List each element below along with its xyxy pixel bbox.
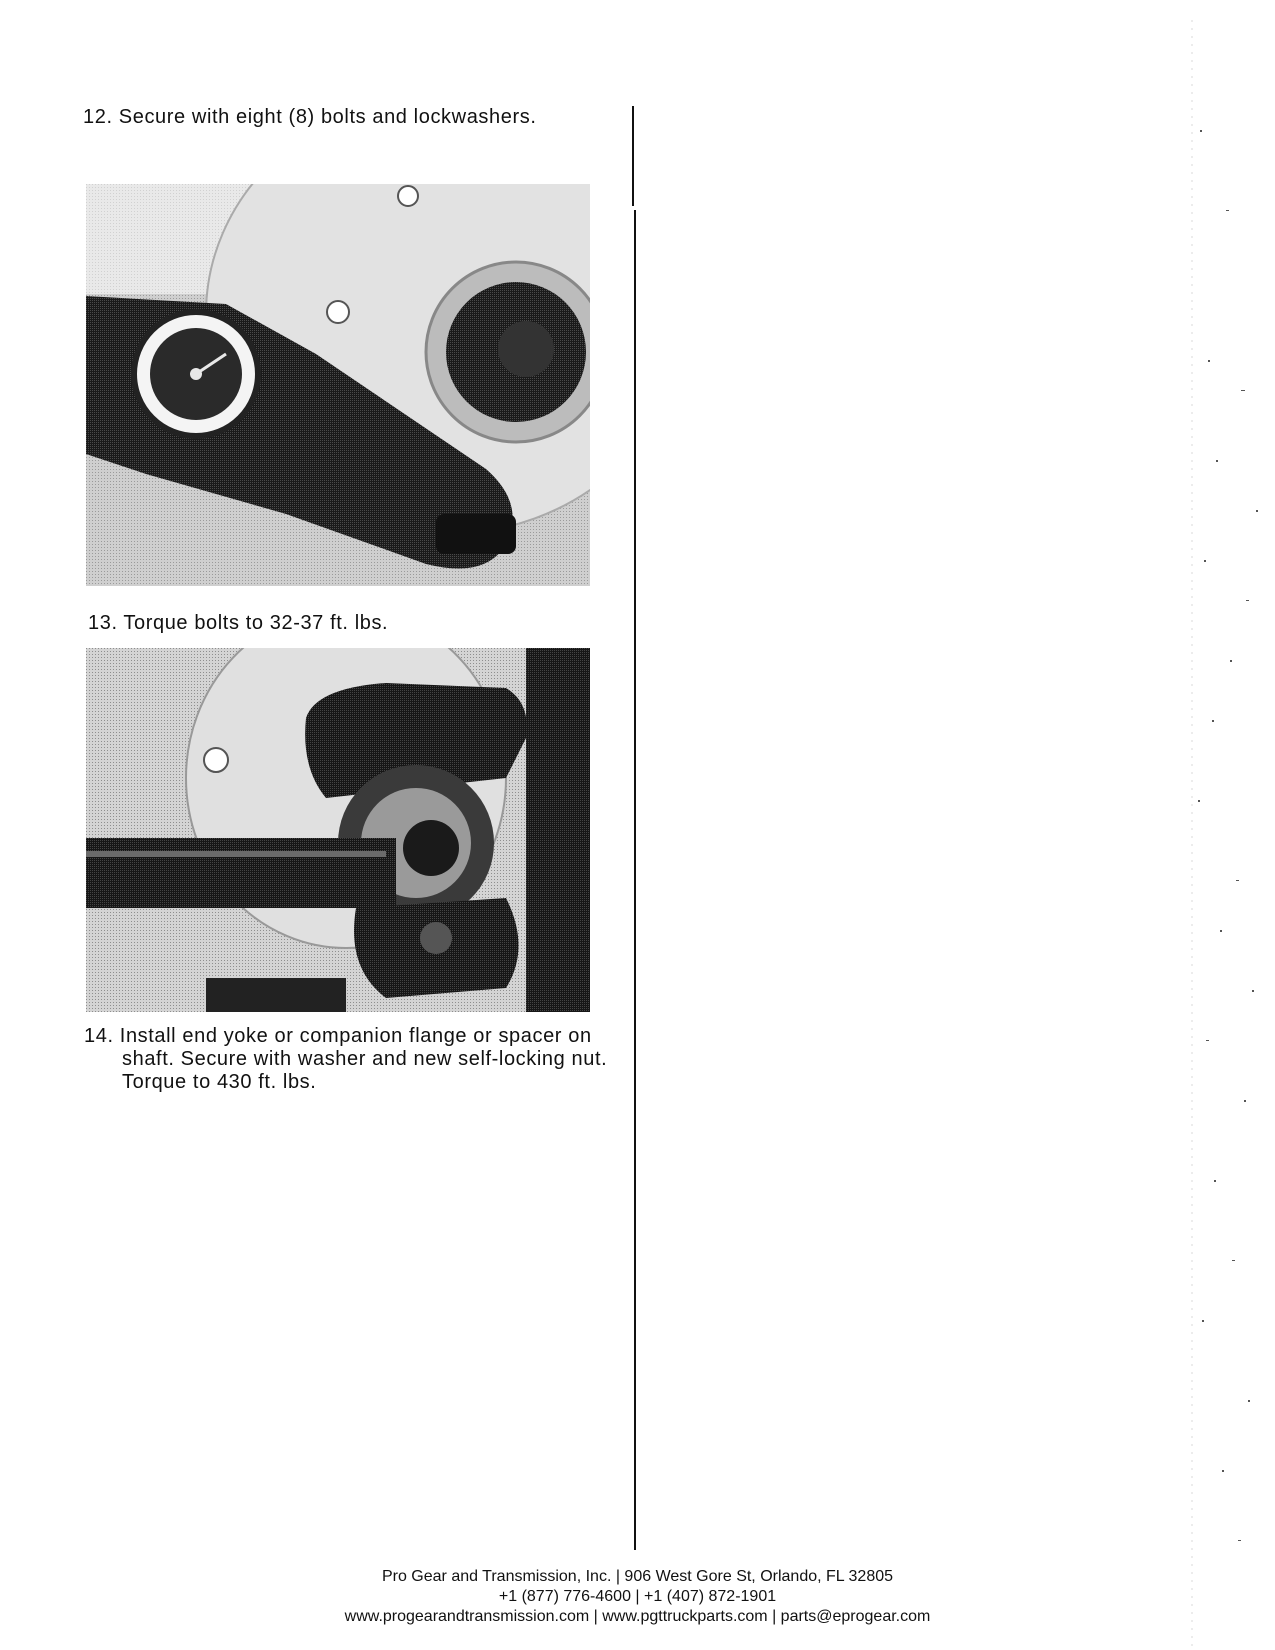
torque-wrench-illustration: [86, 184, 590, 586]
flange-torque-photo: [86, 648, 590, 1012]
step-14-instruction: [84, 1025, 622, 1094]
footer-phone-numbers: +1 (877) 776-4600 | +1 (407) 872-1901: [498, 1588, 777, 1605]
step-number: 12.: [83, 106, 113, 128]
footer-web-links: www.progearandtransmission.com | www.pgttruckparts.com | parts@eprogear.com: [344, 1608, 931, 1625]
step-12-instruction: [83, 106, 536, 129]
torque-wrench-photo: [86, 184, 590, 586]
scan-edge-noise: [1186, 0, 1275, 1650]
step-13-instruction: [88, 612, 388, 635]
flange-illustration: [86, 648, 590, 1012]
step-text: Torque bolts to 32-37 ft. lbs.: [123, 612, 389, 634]
footer-company-address: Pro Gear and Transmission, Inc. | 906 West Gore St, Orlando, FL 32805: [381, 1568, 894, 1585]
column-divider: [634, 210, 636, 1550]
step-text: Secure with eight (8) bolts and lockwashers.: [118, 106, 537, 128]
step-number: 14.: [84, 1025, 114, 1047]
column-divider-top: [632, 106, 634, 206]
step-text: Install end yoke or companion flange or spacer on shaft. Secure with washer and new self-locking nut. Torque to 430 ft. lbs.: [119, 1025, 608, 1093]
step-number: 13.: [88, 612, 118, 634]
